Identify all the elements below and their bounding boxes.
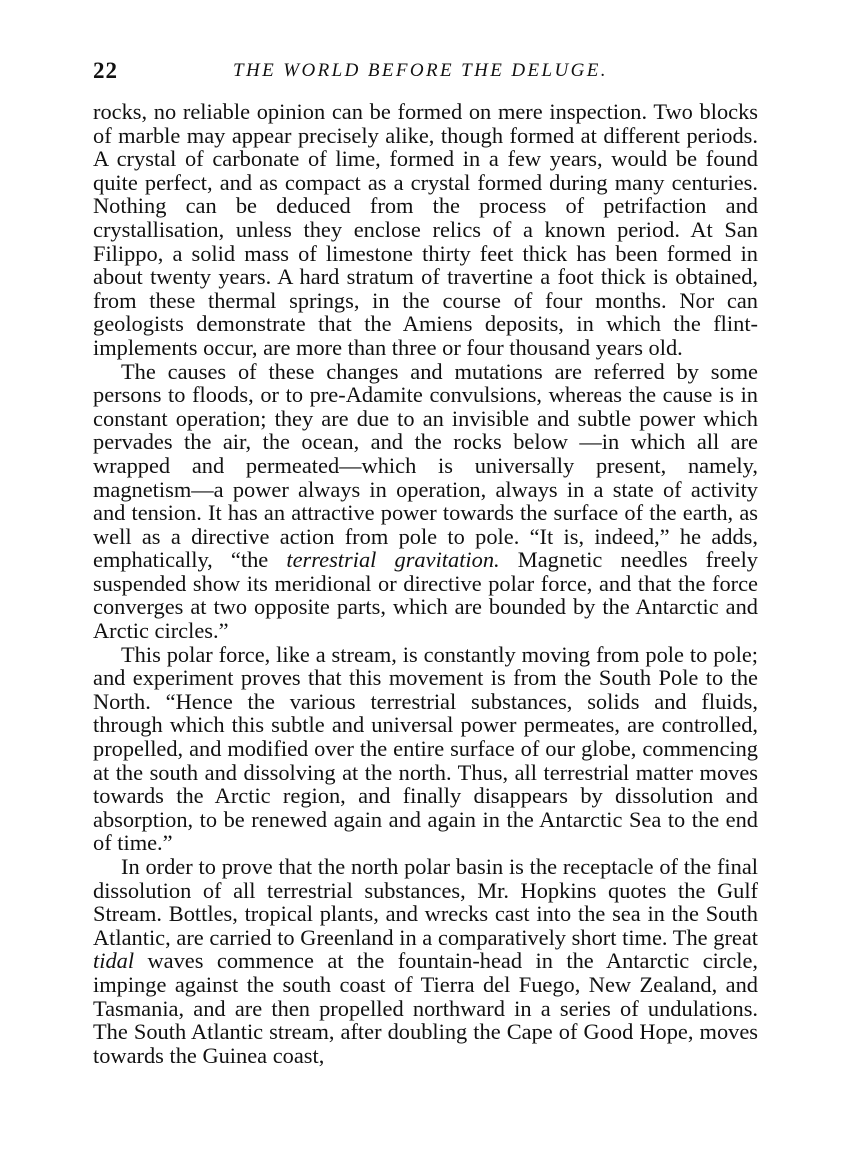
running-head [93, 58, 758, 88]
body-text [93, 100, 758, 1067]
page-number: 22 [93, 58, 118, 83]
paragraph-polar-force: This polar force, like a stream, is constantly moving from pole to pole; and experiment proves that this movement is from the South Pole to the North. “Hence the various terrestrial substances, solids and fluids, through which this subtle and universal power permeates, are controlled, propelled, and modified over the entire surface of our globe, commencing at the south and dissolving at the north. Thus, all terrestrial matter moves towards the Arctic region, and finally disappears by dissolution and absorption, to be renewed again and again in the Antarctic Sea to the end of time.” [93, 641, 758, 856]
paragraph-continued: rocks, no reliable opinion can be formed on mere inspection. Two blocks of marble may appear precisely alike, though formed at different periods. A crystal of carbonate of lime, formed in a few years, would be found quite perfect, and as compact as a crystal formed during many centuries. Nothing can be deduced from the process of petrifaction and crystallisation, unless they enclose relics of a known period. At San Filippo, a solid mass of limestone thirty feet thick has been formed in about twenty years. A hard stratum of travertine a foot thick is obtained, from these thermal springs, in the course of four months. Nor can geologists demonstrate that the Amiens deposits, in which the flint-implements occur, are more than three or four thousand years old. [93, 99, 758, 360]
paragraph-text: Magnetic needles freely suspended show its meridional or directive polar force, and that the force converges at two opposite parts, which are bounded by the Antarctic and Arctic circles.” [93, 547, 758, 644]
running-title: THE WORLD BEFORE THE DELUGE. [233, 60, 608, 81]
paragraph-text: In order to prove that the north polar basin is the receptacle of the final dissolution of all terrestrial substances, Mr. Hopkins quotes the Gulf Stream. Bottles, tropical plants, and wrecks cast into the sea in the South Atlantic, are carried to Greenland in a comparatively short time. The great [93, 854, 758, 950]
italic-phrase: terrestrial gravitation. [286, 547, 500, 573]
paragraph-gulf-stream [93, 855, 758, 1067]
italic-word: tidal [93, 948, 135, 974]
paragraph-text: waves commence at the fountain-head in the Antarctic circle, impinge against the south coast of Tierra del Fuego, New Zealand, and Tasmania, and are then propelled northward in a series of undulations. The South Atlantic stream, after doubling the Cape of Good Hope, moves towards the Guinea coast, [93, 948, 758, 1068]
paragraph-text: The causes of these changes and mutations are referred by some persons to floods, or to pre-Adamite convulsions, whereas the cause is in constant operation; they are due to an invisible and subtle power which pervades the air, the ocean, and the rocks below —in which all are wrapped and permeated—which is universally present, namely, magnetism—a power always in operation, always in a state of activity and tension. It has an attractive power towards the surface of the earth, as well as a directive action from pole to pole. “It is, indeed,” he adds, emphatically, “the [93, 358, 758, 573]
paragraph-magnetism [93, 360, 758, 643]
